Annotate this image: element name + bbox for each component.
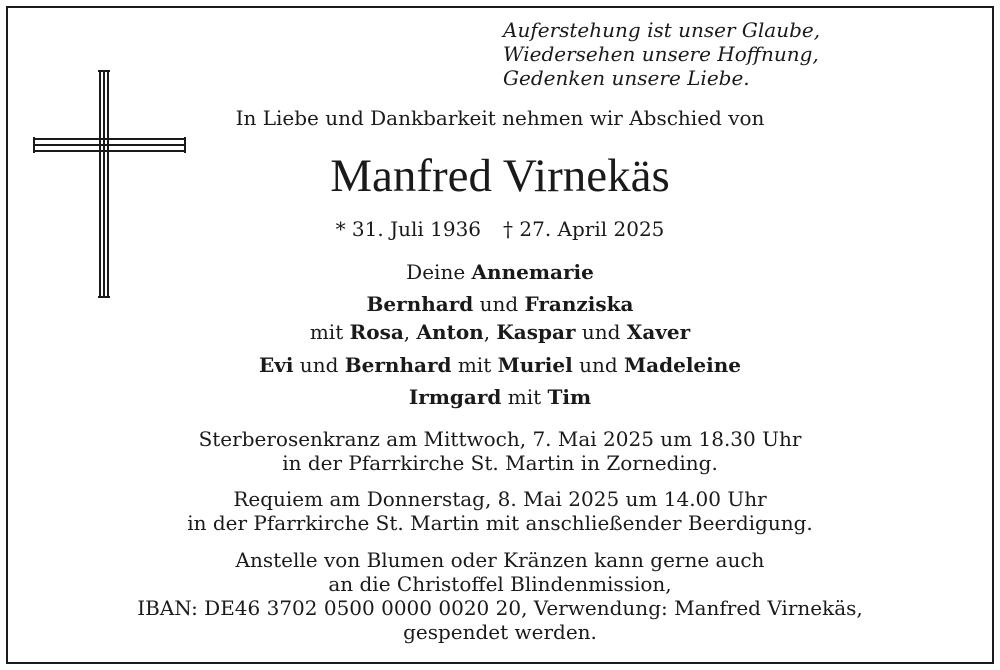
mourner-connector: , xyxy=(483,320,497,344)
mourner-name: Annemarie xyxy=(471,260,594,284)
info-line: Anstelle von Blumen oder Kränzen kann gerne auch xyxy=(235,548,765,572)
donation-info xyxy=(100,548,900,644)
info-line: in der Pfarrkirche St. Martin in Zorneding. xyxy=(282,451,718,475)
mourner-connector: und xyxy=(293,353,345,377)
mourner-name: Irmgard xyxy=(408,385,502,409)
info-line: gespendet werden. xyxy=(403,620,597,644)
info-line: Requiem am Donnerstag, 8. Mai 2025 um 14.00 Uhr xyxy=(233,487,767,511)
mourner-connector: , xyxy=(403,320,417,344)
mourner-line xyxy=(150,289,850,319)
mourner-connector: mit xyxy=(501,385,548,409)
mourner-name: Franziska xyxy=(524,292,634,316)
mourner-line xyxy=(150,381,850,413)
mourner-name: Kaspar xyxy=(496,320,576,344)
verse-line: Auferstehung ist unser Glaube, xyxy=(503,18,821,42)
mourner-line xyxy=(150,349,850,381)
mourner-name: Anton xyxy=(416,320,484,344)
mourner-connector: und xyxy=(572,353,625,377)
mourner-name: Xaver xyxy=(626,320,691,344)
birth-date: * 31. Juli 1936 xyxy=(335,217,482,241)
mourner-connector: und xyxy=(575,320,627,344)
intro-text: In Liebe und Dankbarkeit nehmen wir Abschied von xyxy=(235,106,765,130)
info-line: in der Pfarrkirche St. Martin mit anschließender Beerdigung. xyxy=(187,511,813,535)
life-dates xyxy=(150,215,850,243)
rosary-info xyxy=(100,427,900,475)
mourner-connector: mit xyxy=(451,353,498,377)
requiem-info xyxy=(100,487,900,535)
info-line: an die Christoffel Blindenmission, xyxy=(328,572,672,596)
mourner-name: Muriel xyxy=(497,353,573,377)
deceased-name: Manfred Virnekäs xyxy=(330,150,670,202)
info-line: IBAN: DE46 3702 0500 0000 0020 20, Verwendung: Manfred Virnekäs, xyxy=(137,596,863,620)
mourner-name: Madeleine xyxy=(624,353,742,377)
mourner-connector: Deine xyxy=(406,260,472,284)
mourner-connector: mit xyxy=(309,320,350,344)
verse-line: Gedenken unsere Liebe. xyxy=(503,66,750,90)
mourner-line xyxy=(150,256,850,288)
mourner-line xyxy=(150,317,850,347)
mourner-name: Evi xyxy=(258,353,294,377)
mourner-name: Bernhard xyxy=(344,353,452,377)
info-line: Sterberosenkranz am Mittwoch, 7. Mai 2025 um 18.30 Uhr xyxy=(198,427,802,451)
mourner-name: Rosa xyxy=(349,320,404,344)
mourner-connector: und xyxy=(473,292,525,316)
mourner-name: Bernhard xyxy=(366,292,474,316)
verse-line: Wiedersehen unsere Hoffnung, xyxy=(503,42,819,66)
mourner-name: Tim xyxy=(547,385,592,409)
death-date: † 27. April 2025 xyxy=(503,217,665,241)
memorial-verse xyxy=(503,18,820,90)
